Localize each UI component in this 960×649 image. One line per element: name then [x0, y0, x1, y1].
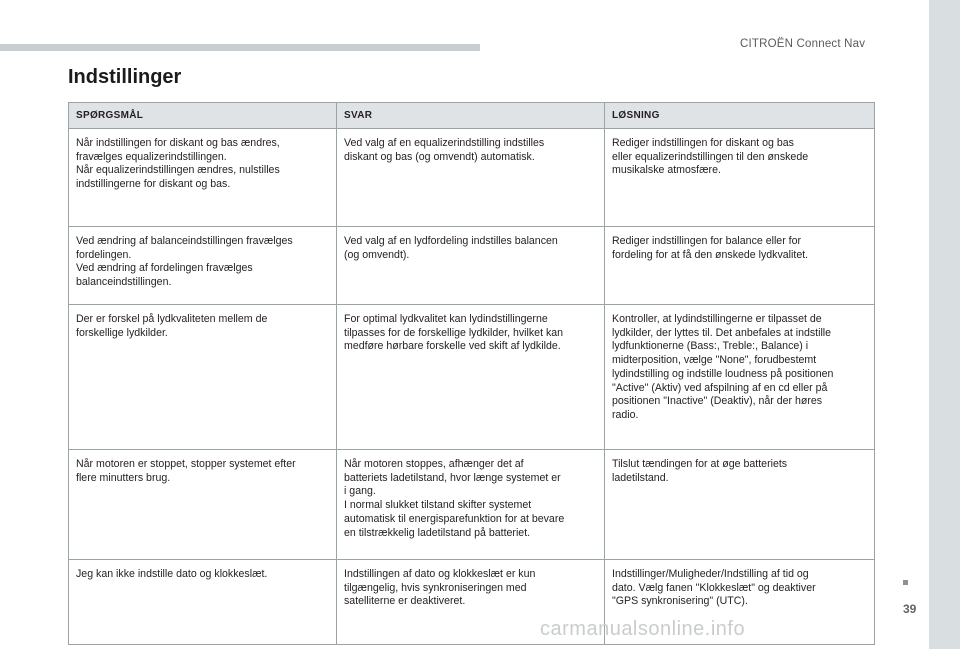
cell-line: lydindstilling og indstille loudness på positionen	[612, 367, 834, 380]
cell-line: ladetilstand.	[612, 471, 669, 484]
table-row	[69, 305, 875, 450]
cell-line: Tilslut tændingen for at øge batteriets	[612, 458, 788, 470]
table-row	[69, 227, 875, 305]
cell-line: automatisk til energisparefunktion for at bevare	[344, 512, 565, 525]
top-rule	[0, 44, 480, 51]
cell-line: Ved valg af en lydfordeling indstilles balancen	[344, 235, 558, 247]
side-strip	[929, 0, 960, 649]
faq-table	[68, 102, 875, 645]
page-bullet	[903, 580, 908, 585]
cell-line: I normal slukket tilstand skifter systemet	[344, 499, 532, 512]
question-cell	[69, 129, 337, 227]
cell-line: flere minutters brug.	[76, 471, 171, 484]
cell-line: "Active" (Aktiv) ved afspilning af en cd eller på	[612, 381, 828, 394]
cell-line: Når motoren er stoppet, stopper systemet efter	[76, 458, 296, 470]
cell-line: batteriets ladetilstand, hvor længe systemet er	[344, 471, 561, 484]
solution-cell	[605, 129, 875, 227]
cell-line: eller equalizerindstillingen til den ønskede	[612, 150, 809, 163]
cell-line: musikalske atmosfære.	[612, 164, 721, 177]
answer-cell	[337, 129, 605, 227]
cell-line: fordeling for at få den ønskede lydkvalitet.	[612, 248, 809, 261]
cell-line: Rediger indstillingen for diskant og bas	[612, 137, 794, 149]
cell-line: indstillingerne for diskant og bas.	[76, 178, 231, 191]
cell-line: fravælges equalizerindstillingen.	[76, 150, 227, 163]
page-title: Indstillinger	[68, 66, 182, 88]
table-row	[69, 560, 875, 645]
cell-line: en tilstrækkelig ladetilstand på batteriet.	[344, 526, 531, 539]
cell-line: tilpasses for de forskellige lydkilder, hvilket kan	[344, 326, 564, 339]
cell-line: Der er forskel på lydkvaliteten mellem de	[76, 313, 268, 325]
table-row	[69, 129, 875, 227]
cell-line: Indstillingen af dato og klokkeslæt er kun	[344, 568, 536, 580]
cell-line: positionen "Inactive" (Deaktiv), når der høres	[612, 395, 823, 408]
answer-cell	[337, 305, 605, 450]
cell-line: For optimal lydkvalitet kan lydindstillingerne	[344, 313, 548, 325]
cell-line: Ved valg af en equalizerindstilling indstilles	[344, 137, 545, 149]
question-cell	[69, 450, 337, 560]
table-row	[69, 450, 875, 560]
cell-line: lydfunktionerne (Bass:, Treble:, Balance) i	[612, 340, 809, 353]
cell-line: Kontroller, at lydindstillingerne er tilpasset de	[612, 313, 822, 325]
answer-cell	[337, 450, 605, 560]
cell-line: Indstillinger/Muligheder/Indstilling af tid og	[612, 568, 809, 580]
cell-line: diskant og bas (og omvendt) automatisk.	[344, 150, 535, 163]
cell-line: Jeg kan ikke indstille dato og klokkeslæt.	[76, 568, 268, 580]
column-header-answer: SVAR	[337, 103, 605, 129]
page-number: 39	[903, 602, 917, 616]
cell-line: Ved ændring af fordelingen fravælges	[76, 262, 253, 275]
cell-line: medføre hørbare forskelle ved skift af lydkilde.	[344, 340, 561, 353]
cell-line: (og omvendt).	[344, 248, 410, 261]
cell-line: Når equalizerindstillingen ændres, nulstilles	[76, 164, 280, 177]
cell-line: midterposition, vælge "None", forudbestemt	[612, 354, 817, 367]
solution-cell	[605, 305, 875, 450]
cell-line: Når motoren stoppes, afhænger det af	[344, 458, 524, 470]
cell-line: Når indstillingen for diskant og bas ændres,	[76, 137, 280, 149]
cell-line: fordelingen.	[76, 248, 132, 261]
cell-line: Rediger indstillingen for balance eller for	[612, 235, 802, 247]
cell-line: dato. Vælg fanen "Klokkeslæt" og deaktiver	[612, 581, 816, 594]
column-header-question: SPØRGSMÅL	[69, 103, 337, 129]
question-cell	[69, 227, 337, 305]
question-cell	[69, 305, 337, 450]
cell-line: lydkilder, der lyttes til. Det anbefales at indstille	[612, 326, 832, 339]
cell-line: balanceindstillingen.	[76, 276, 172, 289]
column-header-solution: LØSNING	[605, 103, 875, 129]
cell-line: Ved ændring af balanceindstillingen fravælges	[76, 235, 293, 247]
table-header-row	[69, 103, 875, 129]
solution-cell	[605, 450, 875, 560]
cell-line: tilgængelig, hvis synkroniseringen med	[344, 581, 527, 594]
cell-line: radio.	[612, 408, 639, 421]
solution-cell	[605, 227, 875, 305]
question-cell	[69, 560, 337, 645]
cell-line: "GPS synkronisering" (UTC).	[612, 595, 748, 608]
cell-line: i gang.	[344, 485, 376, 498]
watermark: carmanualsonline.info	[540, 618, 746, 640]
brand-header: CITROËN Connect Nav	[740, 38, 866, 50]
cell-line: forskellige lydkilder.	[76, 326, 168, 339]
cell-line: satelliterne er deaktiveret.	[344, 595, 466, 608]
answer-cell	[337, 227, 605, 305]
